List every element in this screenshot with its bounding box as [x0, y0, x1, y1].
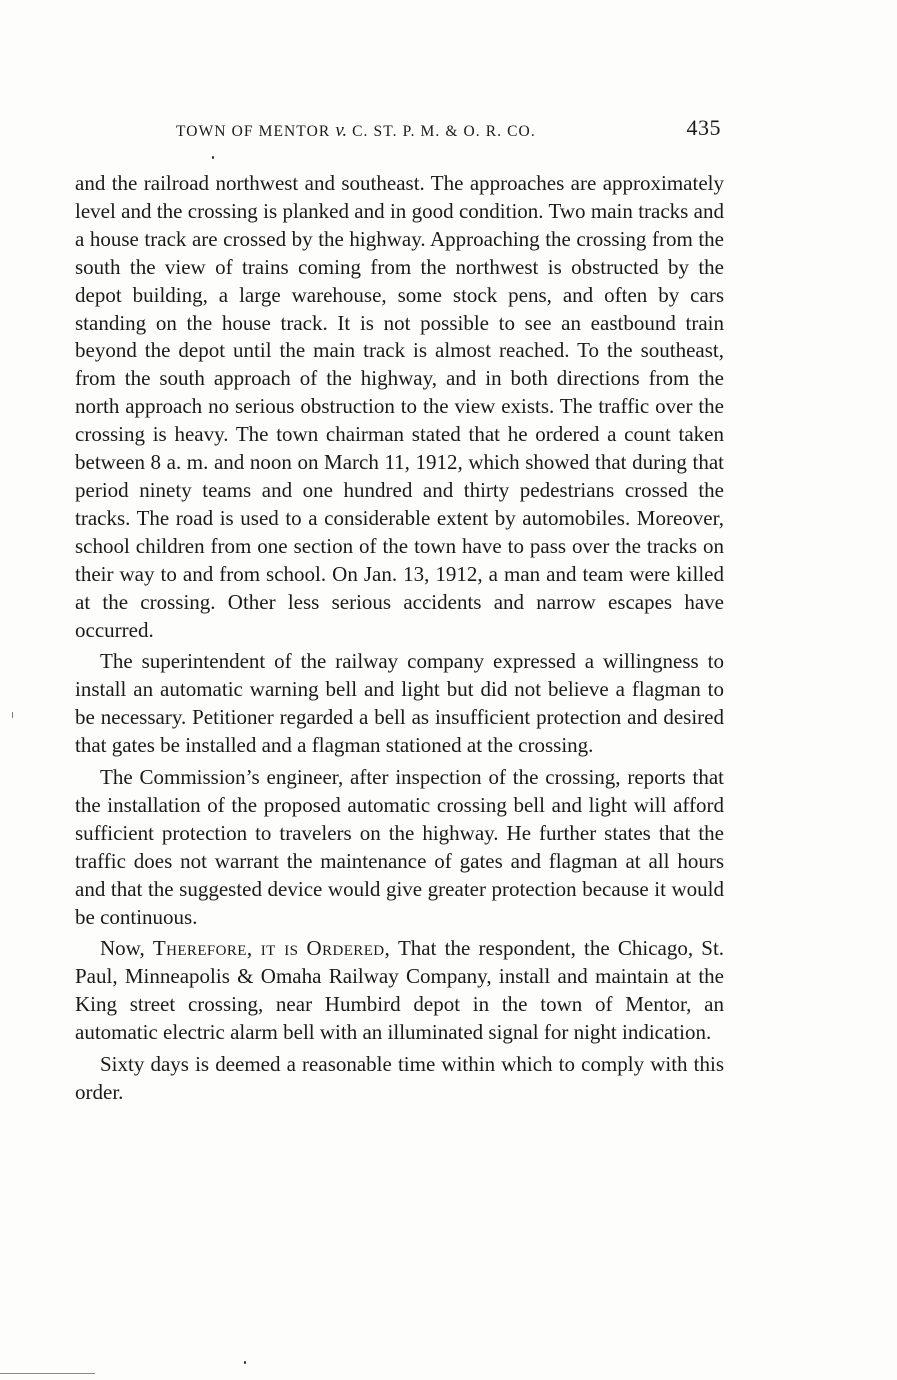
page-edge-rule	[0, 1373, 95, 1374]
page-number: 435	[686, 115, 721, 140]
running-title-prefix: TOWN OF MENTOR	[176, 123, 331, 140]
paragraph-superintendent: The superintendent of the railway company expressed a willingness to install an automatic warning bell and light but did not believe a flagman to be necessary. Petitioner regarded a bell as insufficient protection and desired that gates be installed and a flagman stationed at the crossing.	[75, 649, 724, 758]
running-title-suffix: C. ST. P. M. & O. R. CO.	[352, 123, 536, 140]
order-ordered: Ordered,	[306, 936, 391, 961]
paragraph-engineer-report: The Commission’s engineer, after inspection of the crossing, reports that the installation of the proposed automatic crossing bell and light will afford sufficient protection to travelers on the highway. He further states that the traffic does not warrant the maintenance of gates and flagman at all hours and that the suggested device would give greater protection because it would be continuous.	[75, 765, 724, 929]
scan-speck	[12, 712, 13, 718]
paragraph-compliance-time: Sixty days is deemed a reasonable time within which to comply with this order.	[75, 1052, 724, 1104]
running-head	[176, 115, 721, 142]
running-title-case-ref: v.	[335, 120, 348, 141]
scan-speck	[212, 156, 214, 159]
order-lead: Now,	[100, 936, 145, 961]
paragraph-crossing-description: and the railroad northwest and southeast. The approaches are approximately level and the crossing is planked and in good condition. Two main tracks and a house track are crossed by the highway. Approaching the crossing from the south the view of trains coming from the northwest is obstructed by the depot building, a large warehouse, some stock pens, and often by cars standing on the house track. It is not possible to see an eastbound train beyond the depot until the main track is almost reached. To the southeast, from the south approach of the highway, and in both directions from the north approach no serious obstruction to the view exists. The traffic over the crossing is heavy. The town chairman stated that he ordered a count taken between 8 a. m. and noon on March 11, 1912, which showed that during that period ninety teams and one hundred and thirty pedestrians crossed the tracks. The road is used to a considerable extent by automobiles. Moreover, school children from one section of the town have to pass over the tracks on their way to and from school. On Jan. 13, 1912, a man and team were killed at the crossing. Other less serious accidents and narrow escapes have occurred.	[75, 171, 724, 642]
running-title	[176, 120, 536, 142]
paragraph-order	[75, 935, 724, 1047]
order-therefore: Therefore,	[152, 936, 253, 961]
order-text: That the respondent, the Chicago, St. Paul, Minneapolis & Omaha Railway Company, install and maintain at the King street crossing, near Humbird depot in the town of Mentor, an automatic electric alarm bell with an illuminated signal for night indication.	[75, 936, 725, 1045]
scan-speck	[244, 1361, 246, 1364]
body-text	[75, 170, 724, 1107]
order-it-is: it is	[260, 936, 299, 961]
